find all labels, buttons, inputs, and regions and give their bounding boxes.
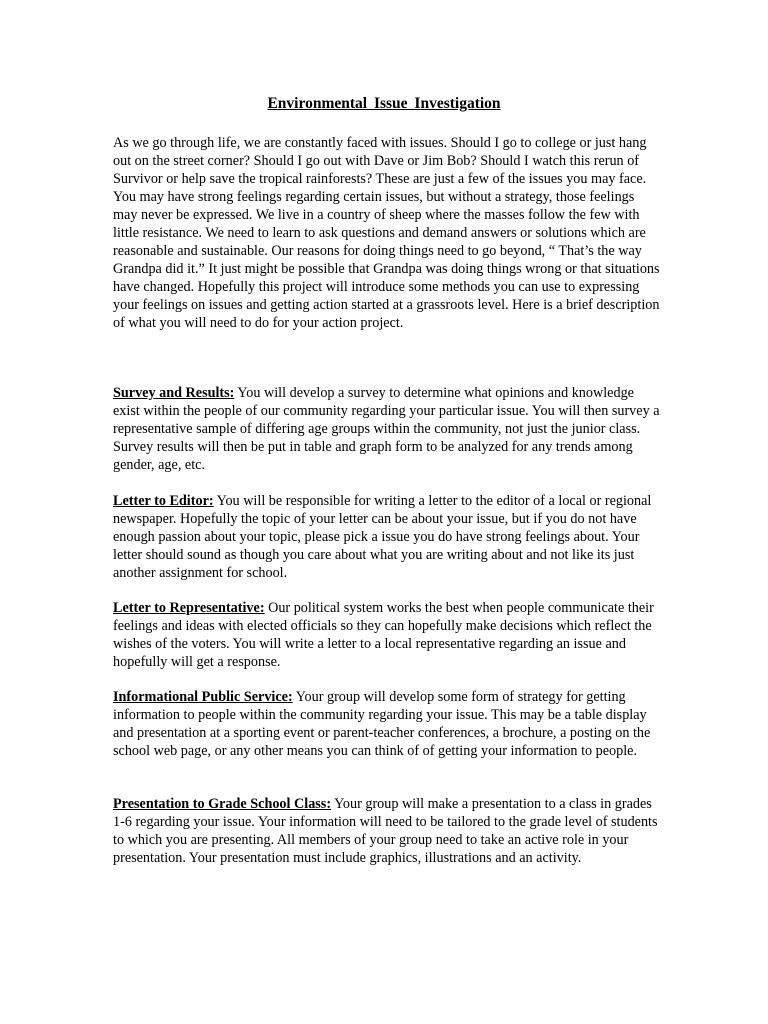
section-heading: Survey and Results: — [113, 385, 235, 401]
section-heading: Letter to Representative: — [113, 600, 265, 616]
section-informational-public-service — [113, 688, 661, 760]
intro-paragraph: As we go through life, we are constantly faced with issues. Should I go to college or just hang out on the street corner? Should I go out with Dave or Jim Bob? Should I watch this rerun of Survivor or help save the tropical rainforests? These are just a few of the issues you may face. You may have strong feelings regarding certain issues, but without a strategy, those feelings may never be expressed. We live in a country of sheep where the masses follow the few with little resistance. We need to learn to ask questions and demand answers or solutions which are reasonable and sustainable. Our reasons for doing things need to go beyond, “ That’s the way Grandpa did it.” It just might be possible that Grandpa was doing things wrong or that situations have changed. Hopefully this project will introduce some methods you can use to expressing your feelings on issues and getting action started at a grassroots level. Here is a brief description of what you will need to do for your action project. — [113, 135, 660, 331]
section-text: Your group will develop some form of strategy for getting information to people within the community regarding your issue. This may be a table display and presentation at a sporting event or parent-teacher conferences, a brochure, a posting on the school web page, or any other means you can think of of getting your information to people. — [113, 689, 651, 759]
page-title: Environmental Issue Investigation — [267, 95, 501, 112]
section-presentation-to-grade-school — [113, 795, 661, 867]
section-heading: Letter to Editor: — [113, 493, 214, 509]
section-letter-to-editor — [113, 492, 661, 582]
section-text: Your group will make a presentation to a class in grades 1-6 regarding your issue. Your information will need to be tailored to the grade level of students to which you are presenting. All members of your group need to take an active role in your presentation. Your presentation must include graphics, illustrations and an activity. — [113, 796, 658, 866]
section-text: You will develop a survey to determine what opinions and knowledge exist within the people of our community regarding your particular issue. You will then survey a representative sample of differing age groups within the community, not just the junior class. Survey results will then be put in table and graph form to be analyzed for any trends among gender, age, etc. — [113, 385, 660, 473]
section-survey-and-results — [113, 384, 661, 474]
section-heading: Informational Public Service: — [113, 689, 293, 705]
section-text: Our political system works the best when people communicate their feelings and ideas with elected officials so they can hopefully make decisions which reflect the wishes of the voters. You will write a letter to a local representative regarding an issue and hopefully will get a response. — [113, 600, 654, 670]
section-text: You will be responsible for writing a letter to the editor of a local or regional newspaper. Hopefully the topic of your letter can be about your issue, but if you do not have enough passion about your topic, please pick a issue you do have strong feelings about. Your letter should sound as though you care about what you are writing about and not like its just another assignment for school. — [113, 493, 652, 581]
section-heading: Presentation to Grade School Class: — [113, 796, 332, 812]
section-letter-to-representative — [113, 599, 661, 671]
